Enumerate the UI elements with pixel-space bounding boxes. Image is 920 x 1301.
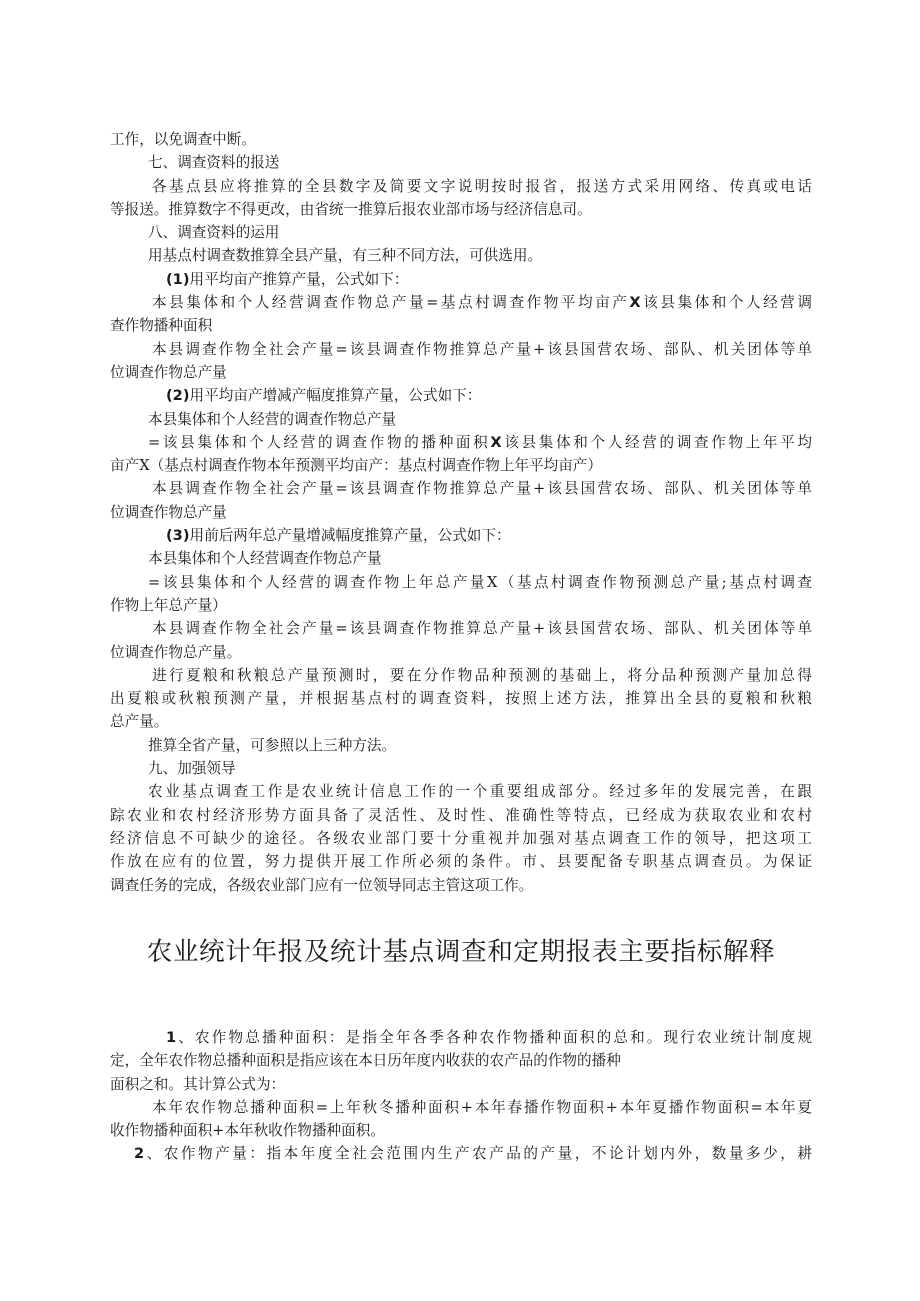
- paragraph-line: 农业基点调查工作是农业统计信息工作的一个重要组成部分。经过多年的发展完善，在跟: [148, 783, 812, 801]
- paragraph-line: 用基点村调查数推算全县产量，有三种不同方法，可供选用。: [148, 247, 543, 265]
- definition-text: 、农作物总播种面积：是指全年各季各种农作物播种面积的总和。现行农业统计制度规: [176, 1029, 812, 1046]
- section-title: 农业统计年报及统计基点调查和定期报表主要指标解释: [146, 937, 776, 967]
- paragraph-line: 等报送。推算数字不得更改，由省统一推算后报农业部市场与经济信息司。: [110, 200, 592, 218]
- item-number: 2: [134, 1145, 145, 1163]
- section-heading-7: 七、调查资料的报送: [148, 154, 280, 172]
- definition-line: [110, 1142, 812, 1165]
- formula-line: 作物上年总产量）: [110, 596, 227, 614]
- method-number: (3): [166, 527, 190, 545]
- paragraph-line: 总产量。: [110, 713, 169, 731]
- paragraph-line: 作放在应有的位置，努力提供开展工作所必须的条件。市、县要配备专职基点调查员。为保证: [110, 853, 812, 871]
- formula-line: 本县集体和个人经营的调查作物总产量: [148, 410, 397, 428]
- formula-line: 位调查作物总产量: [110, 363, 227, 381]
- method-text: 用前后两年总产量增减幅度推算产量，公式如下：: [189, 527, 511, 545]
- paragraph-line: 调查任务的完成，各级农业部门应有一位领导同志主管这项工作。: [110, 876, 534, 894]
- formula-text: 本县集体和个人经营调查作物总产量=基点村调查作物平均亩产: [152, 294, 630, 312]
- definition-line: [110, 1026, 812, 1049]
- indicator-definitions: [110, 1026, 812, 1166]
- definition-line: 面积之和。其计算公式为：: [110, 1075, 286, 1093]
- method-number: (2): [166, 387, 190, 405]
- multiply-sign: X: [490, 433, 502, 451]
- formula-line: 收作物播种面积+本年秋收作物播种面积。: [110, 1122, 385, 1140]
- formula-line: 本县调查作物全社会产量=该县调查作物推算总产量+该县国营农场、部队、机关团体等单: [152, 340, 812, 358]
- definition-line: 定，全年农作物总播种面积是指应该在本日历年度内收获的农产品的作物的播种: [110, 1052, 621, 1070]
- formula-line: 查作物播种面积: [110, 317, 213, 335]
- formula-line: 本年农作物总播种面积=上年秋冬播种面积+本年春播作物面积+本年夏播作物面积=本年夏: [152, 1098, 812, 1116]
- paragraph-line: 各基点县应将推算的全县数字及简要文字说明按时报省，报送方式采用网络、传真或电话: [152, 177, 812, 195]
- formula-line: 本县调查作物全社会产量=该县调查作物推算总产量+该县国营农场、部队、机关团体等单: [152, 620, 812, 638]
- method-text: 用平均亩产推算产量，公式如下：: [189, 270, 409, 288]
- method-2-heading: [110, 384, 812, 407]
- formula-line: 本县调查作物全社会产量=该县调查作物推算总产量+该县国营农场、部队、机关团体等单: [152, 480, 812, 498]
- formula-line: =该县集体和个人经营的调查作物上年总产量X（基点村调查作物预测总产量;基点村调查: [148, 573, 812, 591]
- method-text: 用平均亩产增减产幅度推算产量，公式如下：: [189, 387, 482, 405]
- formula-line: 位调查作物总产量: [110, 503, 227, 521]
- paragraph-line: 进行夏粮和秋粮总产量预测时，要在分作物品种预测的基础上，将分品种预测产量加总得: [152, 666, 812, 684]
- formula-line: 位调查作物总产量。: [110, 643, 242, 661]
- formula-text: =该县集体和个人经营的调查作物的播种面积: [148, 433, 491, 451]
- section-heading-8: 八、调查资料的运用: [148, 224, 280, 242]
- formula-line: [110, 291, 812, 314]
- formula-text: 该县集体和个人经营调: [640, 294, 812, 312]
- formula-line: 亩产X（基点村调查作物本年预测平均亩产：基点村调查作物上年平均亩产）: [110, 457, 602, 475]
- formula-line: 本县集体和个人经营调查作物总产量: [148, 550, 382, 568]
- paragraph-line: 推算全省产量，可参照以上三种方法。: [148, 736, 397, 754]
- paragraph-line: 踪农业和农村经济形势方面具备了灵活性、及时性、准确性等特点，已经成为获取农业和农村: [110, 806, 812, 824]
- method-1-heading: [110, 268, 812, 291]
- paragraph-line: 经济信息不可缺少的途径。各级农业部门要十分重视并加强对基点调查工作的领导，把这项工: [110, 829, 812, 847]
- section-heading-9: 九、加强领导: [148, 760, 236, 778]
- method-3-heading: [110, 524, 812, 547]
- document-body: [110, 128, 812, 897]
- paragraph-line: 工作，以免调查中断。: [110, 131, 256, 148]
- multiply-sign: X: [629, 294, 641, 312]
- item-number: 1: [166, 1029, 177, 1046]
- formula-text: 该县集体和个人经营的调查作物上年平均: [501, 433, 812, 451]
- definition-text: 、农作物产量：指本年度全社会范围内生产农产品的产量，不论计划内外，数量多少，耕: [144, 1145, 812, 1163]
- method-number: (1): [166, 270, 190, 288]
- paragraph-line: 出夏粮或秋粮预测产量，并根据基点村的调查资料，按照上述方法，推算出全县的夏粮和秋粮: [110, 690, 812, 708]
- formula-line: [110, 431, 812, 454]
